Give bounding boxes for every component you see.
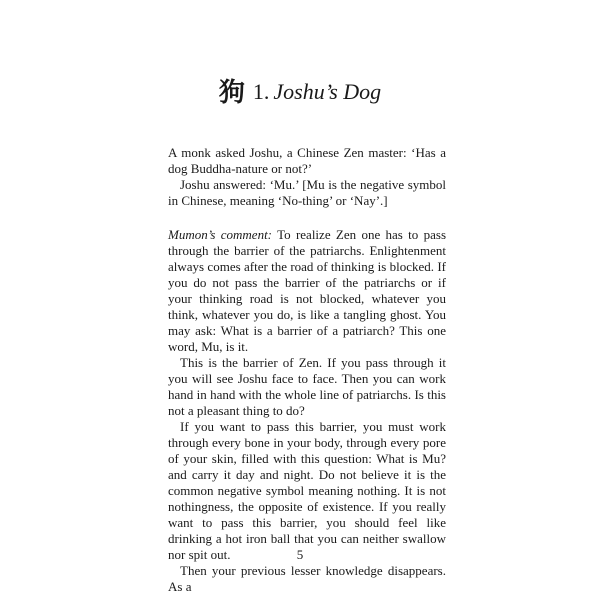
chapter-heading <box>0 72 600 109</box>
chapter-glyph: 狗 <box>218 78 245 108</box>
section-gap <box>168 209 446 227</box>
comment-paragraph-4: Then your previous lesser knowledge disappears. As a <box>168 563 446 594</box>
comment-paragraph-1 <box>168 227 446 355</box>
chapter-body <box>168 145 446 595</box>
comment-paragraph-3: If you want to pass this barrier, you must work through every bone in your body, through every pore of your skin, filled with this question: What is Mu? and carry it day and night. Do not believe it is the common negative symbol meaning nothing. It is not nothingness, the opposite of existence. If you really want to pass this barrier, you should feel like drinking a hot iron ball that you can neither swallow nor spit out. <box>168 419 446 562</box>
koan-answer: Joshu answered: ‘Mu.’ [Mu is the negative symbol in Chinese, meaning ‘No-thing’ or ‘Nay’.] <box>168 177 446 208</box>
chapter-title: Joshu’s Dog <box>273 79 382 104</box>
comment-paragraph-1-text: To realize Zen one has to pass through the barrier of the patriarchs. Enlightenment always comes after the road of thinking is blocked. If you do not pass the barrier of the patriarchs or if your thinking road is not blocked, whatever you think, whatever you do, is like a tangling ghost. You may ask: What is a barrier of a patriarch? This one word, Mu, is it. <box>168 227 446 354</box>
comment-label: Mumon’s comment: <box>168 227 273 242</box>
comment-paragraph-2: This is the barrier of Zen. If you pass through it you will see Joshu face to face. Then you can work hand in hand with the whole line of patriarchs. Is this not a pleasant thing to do? <box>168 355 446 418</box>
chapter-number: 1. <box>252 79 270 104</box>
page-number: 5 <box>296 547 304 562</box>
koan-question: A monk asked Joshu, a Chinese Zen master: ‘Has a dog Buddha-nature or not?’ <box>168 145 446 176</box>
